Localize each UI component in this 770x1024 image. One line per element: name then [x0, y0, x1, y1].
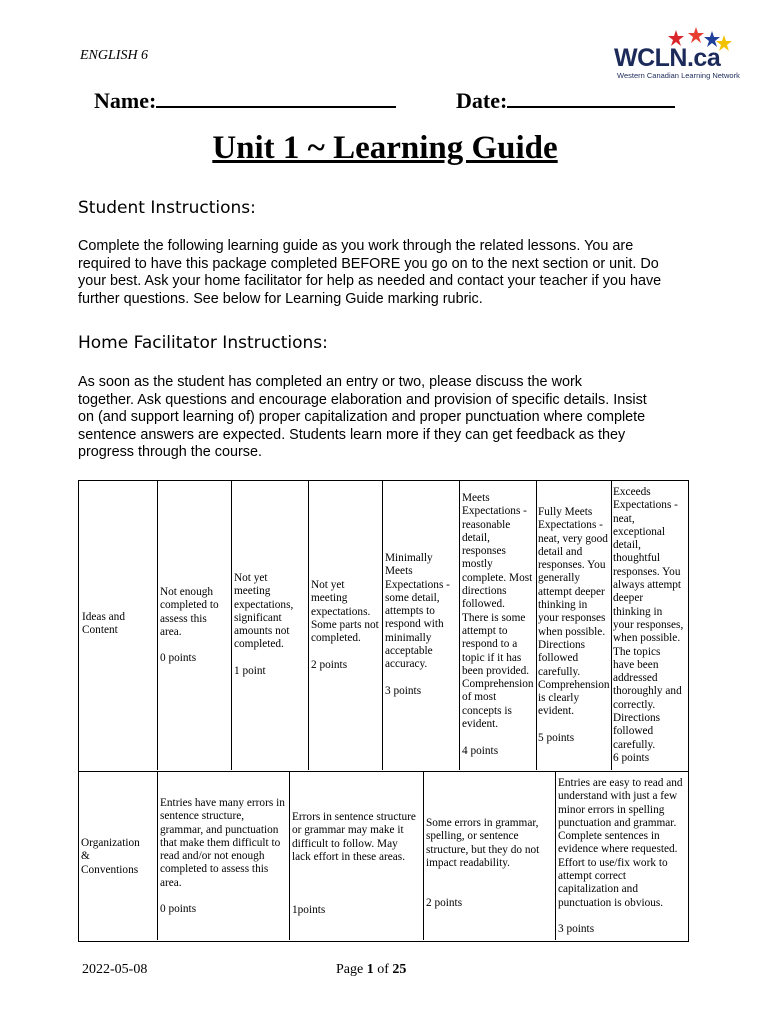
logo-subtitle: Western Canadian Learning Network [617, 71, 740, 80]
text-line: further questions. See below for Learning Guide marking rubric. [78, 290, 483, 307]
text-line: progress through the course. [78, 444, 262, 461]
page-current: 1 [366, 962, 374, 977]
date-label: Date: [456, 88, 508, 113]
rubric-cell-5pts: Fully Meets Expectations - neat, very good detail and responses. You generally attempt deeper thinking in your responses when possible. Directions followed carefully. Comprehension is clearly evident. 5 points [538, 506, 610, 745]
rubric-criterion-ideas: Ideas and Content [82, 611, 125, 637]
rubric-cell-1pt: Not yet meeting expectations, significant amounts not completed. 1 point [234, 572, 294, 678]
rubric-cell-2pts: Not yet meeting expectations. Some parts not completed. 2 points [311, 579, 379, 671]
page-title: Unit 1 ~ Learning Guide [212, 130, 558, 166]
rubric-cell-0pts: Not enough completed to assess this area. 0 points [160, 586, 219, 665]
rubric-cell-4pts: Meets Expectations - reasonable detail, responses mostly complete. Most directions followed. There is some attempt to respond to a topic if it has been provided. Comprehension of most concepts is evident. 4 points [462, 492, 534, 757]
rubric-cell-2pts: Some errors in grammar, spelling, or sentence structure, but they do not impact readability. 2 points [426, 817, 540, 909]
page-prefix: Page [336, 962, 367, 977]
footer-date: 2022-05-08 [82, 962, 148, 977]
wcln-logo [614, 26, 740, 82]
name-blank-line [156, 84, 396, 108]
date-blank-line [507, 84, 675, 108]
rubric-cell-0pts: Entries have many errors in sentence structure, grammar, and punctuation that make them difficult to read and/or not enough completed to assess this area. 0 points [160, 797, 285, 916]
text-line: your best. Ask your home facilitator for help as needed and contact your teacher if you have [78, 273, 662, 290]
text-line: required to have this package completed BEFORE you go on to the next section or unit. Do [78, 255, 659, 272]
rubric-cell-6pts: Exceeds Expectations - neat, exceptional detail, thoughtful responses. You always attempt deeper thinking in your responses, when possible. The topics have been addressed thoroughly and correctly. Directions followed carefully. 6 points [613, 486, 684, 764]
text-line: sentence answers are expected. Students learn more if they can get feedback as they [78, 426, 626, 443]
page-of: of [373, 962, 393, 977]
student-instructions-text [78, 238, 698, 308]
name-field [94, 84, 396, 114]
facilitator-instructions-text [78, 374, 698, 462]
course-label: ENGLISH 6 [80, 48, 149, 63]
rubric-cell-1pt: Errors in sentence structure or grammar may make it difficult to follow. May lack effort in these areas. 1points [292, 811, 416, 917]
col-divider [157, 771, 158, 940]
rubric-criterion-organization: Organization & Conventions [81, 837, 140, 876]
facilitator-instructions-heading: Home Facilitator Instructions: [78, 333, 328, 353]
page-total: 25 [392, 962, 407, 977]
student-instructions-heading: Student Instructions: [78, 198, 256, 218]
text-line: on (and support learning of) proper capitalization and proper punctuation where complete [78, 409, 646, 426]
rubric-cell-3pts: Entries are easy to read and understand with just a few minor errors in spelling punctuation and grammar. Complete sentences in evidence where requested. Effort to use/fix work to attempt correct capitalization and punctuation is obvious. 3 points [558, 777, 683, 936]
text-line: As soon as the student has completed an entry or two, please discuss the work [78, 374, 582, 390]
page-number [336, 962, 406, 978]
logo-text: WCLN.ca [614, 44, 721, 72]
col-divider [157, 480, 158, 770]
text-line: together. Ask questions and encourage elaboration and provision of specific details. Insist [78, 391, 647, 408]
col-divider [308, 480, 309, 770]
date-field [456, 84, 675, 114]
text-line: Complete the following learning guide as you work through the related lessons. You are [78, 238, 634, 254]
rubric-cell-3pts: Minimally Meets Expectations - some detail, attempts to respond with minimally acceptable accuracy. 3 points [385, 552, 450, 697]
name-label: Name: [94, 88, 157, 113]
